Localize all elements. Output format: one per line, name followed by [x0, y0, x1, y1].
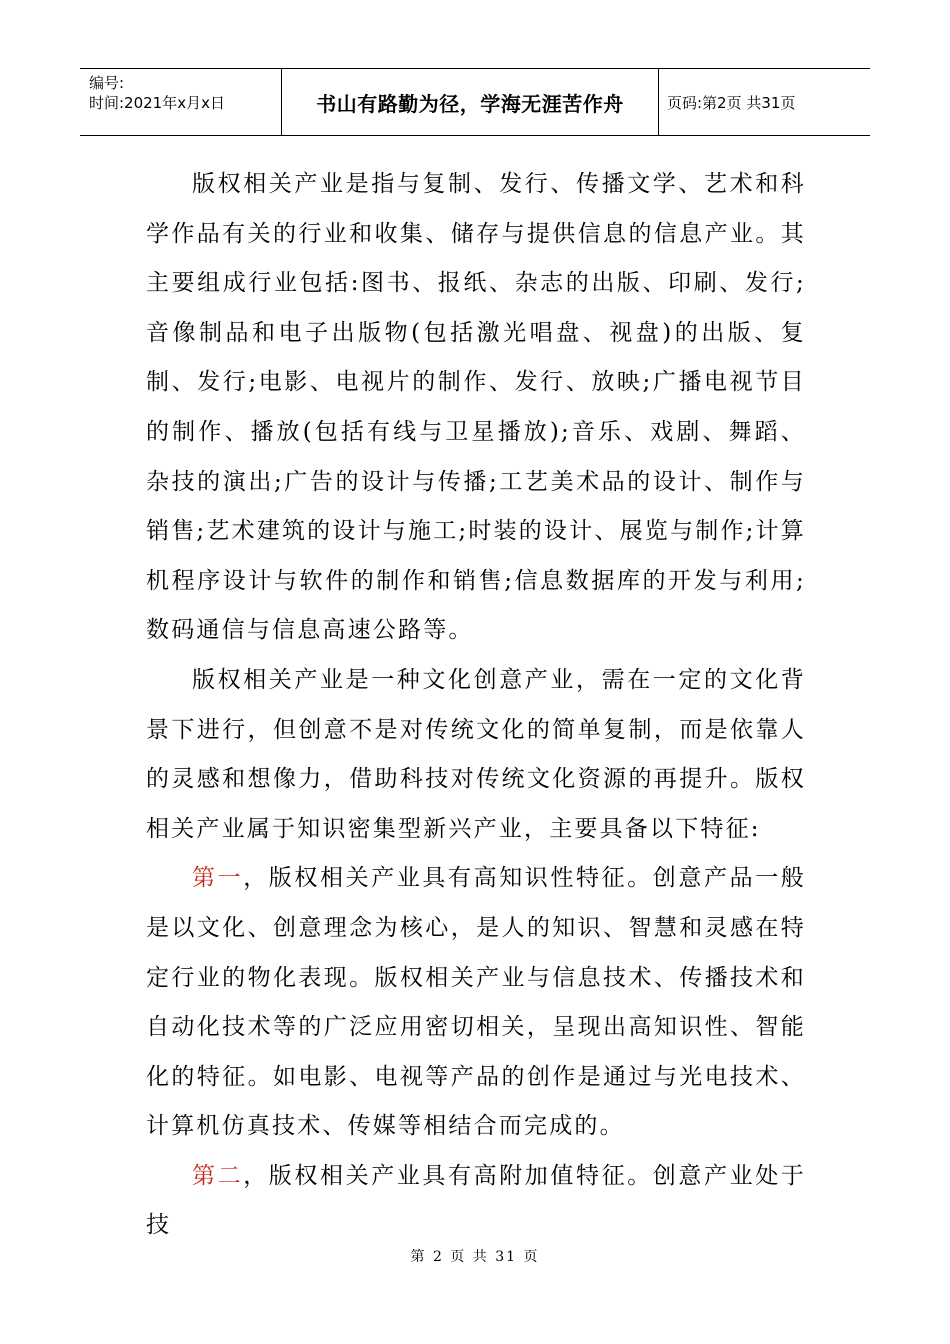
paragraph-text: 版权相关产业是一种文化创意产业，需在一定的文化背景下进行，但创意不是对传统文化的简单复制，而是依靠人的灵感和想像力，借助科技对传统文化资源的再提升。版权相关产业属于知识密集型新兴产业，主要具备以下特征: — [146, 666, 806, 842]
page-header — [80, 68, 870, 136]
header-motto: 书山有路勤为径，学海无涯苦作舟 — [282, 69, 659, 135]
paragraph-3 — [146, 854, 806, 1152]
document-body — [146, 160, 806, 1251]
paragraph-text: ，版权相关产业具有高附加值特征。创意产业处于技 — [146, 1162, 806, 1239]
paragraph-4 — [146, 1152, 806, 1251]
document-id-label: 编号: — [89, 74, 125, 92]
document-date: 时间:2021年x月x日 — [89, 94, 225, 112]
paragraph-2 — [146, 656, 806, 854]
paragraph-text: 版权相关产业是指与复制、发行、传播文学、艺术和科学作品有关的行业和收集、储存与提供信息的信息产业。其主要组成行业包括:图书、报纸、杂志的出版、印刷、发行;音像制品和电子出版物(包括激光唱盘、视盘)的出版、复制、发行;电影、电视片的制作、发行、放映;广播电视节目的制作、播放(包括有线与卫星播放);音乐、戏剧、舞蹈、杂技的演出;广告的设计与传播;工艺美术品的设计、制作与销售;艺术建筑的设计与施工;时装的设计、展览与制作;计算机程序设计与软件的制作和销售;信息数据库的开发与利用;数码通信与信息高速公路等。 — [146, 171, 806, 644]
paragraph-text: ，版权相关产业具有高知识性特征。创意产品一般是以文化、创意理念为核心，是人的知识、智慧和灵感在特定行业的物化表现。版权相关产业与信息技术、传播技术和自动化技术等的广泛应用密切相关，呈现出高知识性、智能化的特征。如电影、电视等产品的创作是通过与光电技术、计算机仿真技术、传媒等相结合而完成的。 — [146, 865, 806, 1140]
page-footer: 第 2 页 共 31 页 — [410, 1249, 540, 1265]
paragraph-lead-second: 第二 — [192, 1162, 244, 1189]
paragraph-1 — [146, 160, 806, 656]
header-meta-cell — [80, 69, 282, 135]
paragraph-lead-first: 第一 — [192, 865, 244, 892]
header-page-info: 页码:第2页 共31页 — [667, 93, 796, 112]
